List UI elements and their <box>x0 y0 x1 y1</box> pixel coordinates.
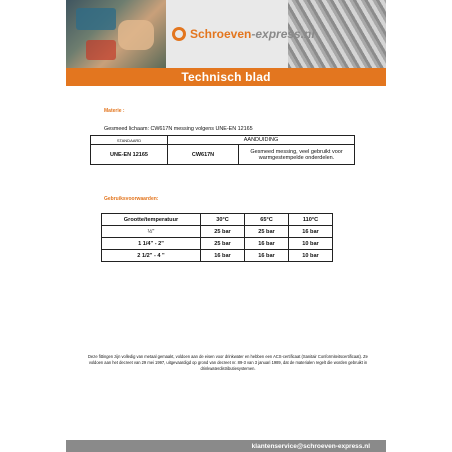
standard-value: UNE-EN 12165 <box>91 145 168 165</box>
table-cell: 25 bar <box>201 226 245 238</box>
table-cell: 1 1/4" - 2" <box>102 238 201 250</box>
tools-photo <box>66 0 166 68</box>
table-cell: 16 bar <box>245 238 289 250</box>
table-cell: ½" <box>102 226 201 238</box>
conditions-label: Gebruiksvoorwaarden: <box>104 196 159 202</box>
table-row <box>102 238 333 250</box>
table-cell: 2 1/2" - 4 " <box>102 250 201 262</box>
table-header-cell: Grootte/temperatuur <box>102 214 201 226</box>
designation-header: AANDUIDING <box>168 136 355 145</box>
table-cell: 25 bar <box>201 238 245 250</box>
standard-table <box>90 135 355 165</box>
table-row <box>102 250 333 262</box>
table-cell: 16 bar <box>201 250 245 262</box>
table-cell: 25 bar <box>245 226 289 238</box>
header-banner <box>66 0 386 68</box>
logo-icon <box>172 27 186 41</box>
table-header-cell: 110°C <box>289 214 333 226</box>
table-cell: 10 bar <box>289 238 333 250</box>
table-header-cell: 30°C <box>201 214 245 226</box>
logo-suffix: -express.nl <box>251 27 315 41</box>
table-header-cell: 65°C <box>245 214 289 226</box>
title-bar <box>66 68 386 86</box>
standard-header: STANDAARD <box>91 136 168 145</box>
table-cell: 10 bar <box>289 250 333 262</box>
page-title: Technisch blad <box>181 70 271 84</box>
table-row <box>102 226 333 238</box>
material-label: Materie : <box>104 108 125 114</box>
table-cell: 16 bar <box>245 250 289 262</box>
footer-bar <box>66 440 386 452</box>
grade-value: CW617N <box>168 145 239 165</box>
disclaimer-text: Deze fittingen zijn volledig van metaal gemaakt, voldoen aan de eisen voor drinkwater en hebben een ACS-certificaat (Sanitair Conformiteitscertificaat). Ze voldoen aan het decreet van 29 mei 1997, uitgevaardigd op grond van decreet nr. 89-3 van 3 januari 1989, dat de materialen regelt die worden gebruikt in drinkwaterdistributiesystemen. <box>88 354 368 371</box>
material-description: Gesmeed lichaam: CW617N messing volgens UNE-EN 12165 <box>104 126 253 132</box>
conditions-table <box>101 213 333 262</box>
table-header-row <box>102 214 333 226</box>
footer-email-link[interactable]: klantenservice@schroeven-express.nl <box>251 442 370 450</box>
logo[interactable] <box>172 24 315 44</box>
logo-brand: Schroeven <box>190 27 252 41</box>
designation-value: Gesmeed messing, veel gebruikt voor warmgestempelde onderdelen. <box>239 145 355 165</box>
table-cell: 16 bar <box>289 226 333 238</box>
